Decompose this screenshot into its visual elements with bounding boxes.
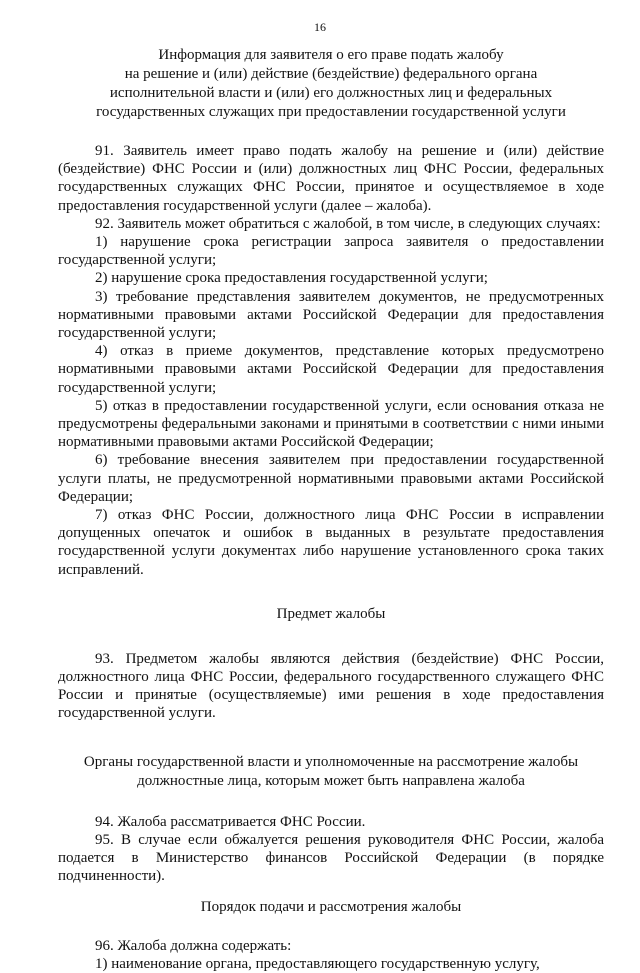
title-line: должностные лица, которым может быть направлена жалоба <box>137 772 525 789</box>
section-title-appeal-rights <box>58 0 604 122</box>
paragraph-93: 93. Предметом жалобы являются действия (бездействие) ФНС России, должностного лица ФНС России, федерального государственного служащего ФНС России и принятые (осуществляемые) ими решения в ходе предоставления государственной услуги. <box>58 650 604 722</box>
paragraph-95: 95. В случае если обжалуется решения руководителя ФНС России, жалоба подается в Министерство финансов Российской Федерации (в порядке подчиненности). <box>58 831 604 885</box>
page-number: 16 <box>314 20 326 34</box>
section-title-subject: Предмет жалобы <box>276 605 386 622</box>
paragraph-92: 92. Заявитель может обратиться с жалобой, в том числе, в следующих случаях: <box>95 215 601 232</box>
list-item-1-cut: 1) наименование органа, предоставляющего государственную услугу, <box>95 955 540 972</box>
paragraph-91: 91. Заявитель имеет право подать жалобу на решение и (или) действие (бездействие) ФНС России и (или) должностных лиц ФНС России, федеральных государственных служащих ФНС России, принятое и осуществляемое в ходе предоставления государственной услуги (далее – жалоба). <box>58 143 604 214</box>
paragraph-94: 94. Жалоба рассматривается ФНС России. <box>95 813 366 830</box>
title-line: государственных служащих при предоставлении государственной услуги <box>96 104 566 120</box>
list-item-1: 1) нарушение срока регистрации запроса заявителя о предоставлении государственной услуги; <box>58 234 604 269</box>
title-line: Органы государственной власти и уполномоченные на рассмотрение жалобы <box>83 753 579 770</box>
list-item-5: 5) отказ в предоставлении государственной услуги, если основания отказа не предусмотрены федеральными законами и принятыми в соответствии с ними иными нормативными правовыми актами Российской Федерации; <box>58 397 604 451</box>
title-line: Информация для заявителя о его праве подать жалобу <box>158 47 504 63</box>
list-item-2: 2) нарушение срока предоставления государственной услуги; <box>95 270 488 287</box>
title-line: на решение и (или) действие (бездействие) федерального органа <box>124 66 538 82</box>
list-item-6: 6) требование внесения заявителем при предоставлении государственной услуги платы, не предусмотренной нормативными правовыми актами Российской Федерации; <box>58 452 604 505</box>
section-title-authorities <box>58 753 604 791</box>
paragraph-96: 96. Жалоба должна содержать: <box>95 937 292 954</box>
section-title-procedure: Порядок подачи и рассмотрения жалобы <box>200 898 462 915</box>
list-item-4: 4) отказ в приеме документов, представление которых предусмотрено нормативными правовыми актами Российской Федерации для предоставления государственной услуги; <box>58 343 604 396</box>
list-item-3: 3) требование представления заявителем документов, не предусмотренных нормативными правовыми актами Российской Федерации для предоставления государственной услуги; <box>58 288 604 342</box>
list-item-7: 7) отказ ФНС России, должностного лица ФНС России в исправлении допущенных опечаток и ошибок в выданных в результате предоставления государственной услуги документах либо нарушение установленного срока таких исправлений. <box>58 507 604 578</box>
title-line: исполнительной власти и (или) его должностных лиц и федеральных <box>109 85 553 101</box>
